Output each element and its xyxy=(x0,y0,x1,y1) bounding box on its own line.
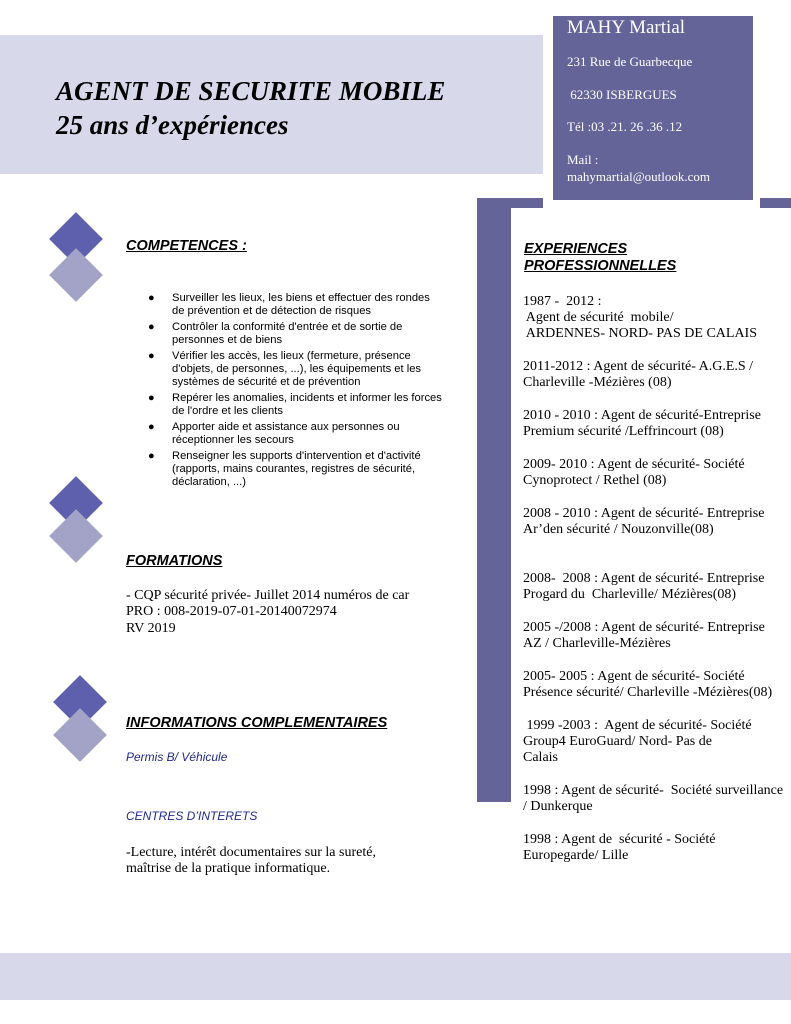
experience-entry xyxy=(523,408,761,440)
competence-line: de l'ordre et les clients xyxy=(172,405,283,417)
competence-line: Contrôler la conformité d'entrée et de sortie de xyxy=(172,321,403,333)
experience-line: ARDENNES- NORD- PAS DE CALAIS xyxy=(523,326,758,341)
bullet-icon: ● xyxy=(148,321,155,333)
competence-line: d'objets, de personnes, ...), les équipements et les xyxy=(172,363,422,375)
experience-line: Group4 EuroGuard/ Nord- Pas de xyxy=(523,734,712,749)
competence-item xyxy=(148,392,463,418)
experiences-title: EXPERIENCES xyxy=(524,241,628,257)
experience-line: Ar’den sécurité / Nouzonville(08) xyxy=(523,522,714,537)
contact-phone: Tél :03 .21. 26 .36 .12 xyxy=(567,119,683,134)
experience-line: 2008 - 2010 : Agent de sécurité- Entreprise xyxy=(523,506,765,521)
experience-entry xyxy=(523,457,745,489)
experience-line: 1999 -2003 : Agent de sécurité- Société xyxy=(523,718,752,733)
bullet-icon: ● xyxy=(148,292,155,304)
formation-line: PRO : 008-2019-07-01-20140072974 xyxy=(126,604,337,619)
footer-band xyxy=(0,953,791,1000)
infos-title: INFORMATIONS COMPLEMENTAIRES xyxy=(126,715,388,731)
contact-city: 62330 ISBERGUES xyxy=(567,87,677,102)
experience-line: 2005- 2005 : Agent de sécurité- Société xyxy=(523,669,745,684)
competence-item xyxy=(148,292,463,318)
experiences-title-2: PROFESSIONNELLES xyxy=(524,258,677,274)
competence-line: Renseigner les supports d'intervention et d'activité xyxy=(172,450,421,462)
competences-title: COMPETENCES : xyxy=(126,238,247,254)
experience-line: / Dunkerque xyxy=(523,799,593,814)
experience-line: 2011-2012 : Agent de sécurité- A.G.E.S / xyxy=(523,359,754,374)
competence-item xyxy=(148,450,463,489)
competence-line: personnes et de biens xyxy=(172,334,283,346)
bullet-icon: ● xyxy=(148,350,155,362)
experience-line: 2005 -/2008 : Agent de sécurité- Entreprise xyxy=(523,620,765,635)
contact-mail-label: Mail : xyxy=(567,152,599,167)
competence-line: systèmes de sécurité et de prévention xyxy=(172,376,361,388)
experience-years: 25 ans d’expériences xyxy=(56,110,289,140)
experience-line: Premium sécurité /Leffrincourt (08) xyxy=(523,424,724,439)
experience-line: Progard du Charleville/ Mézières(08) xyxy=(523,587,737,602)
competence-line: Apporter aide et assistance aux personnes ou xyxy=(172,421,400,433)
competence-line: Vérifier les accès, les lieux (fermeture, présence xyxy=(172,350,411,362)
experience-line: 1998 : Agent de sécurité - Société xyxy=(523,832,716,847)
competence-item xyxy=(148,350,463,389)
experience-entry xyxy=(523,620,765,652)
formation-line: - CQP sécurité privée- Juillet 2014 numéros de car xyxy=(126,588,410,603)
competence-line: Surveiller les lieux, les biens et effectuer des rondes xyxy=(172,292,430,304)
experience-line: 1987 - 2012 : xyxy=(523,294,602,309)
experience-line: Cynoprotect / Rethel (08) xyxy=(523,473,667,488)
experience-entry xyxy=(523,718,752,766)
experience-entry xyxy=(523,294,757,342)
experience-line: AZ / Charleville-Mézières xyxy=(523,636,671,651)
permis-text: Permis B/ Véhicule xyxy=(126,750,228,764)
bullet-icon: ● xyxy=(148,421,155,433)
experience-line: Europegarde/ Lille xyxy=(523,848,629,863)
competence-line: (rapports, mains courantes, registres de sécurité, xyxy=(172,463,416,475)
interets-line: -Lecture, intérêt documentaires sur la sureté, xyxy=(126,845,376,860)
diamond-light-icon xyxy=(53,708,107,762)
bullet-icon: ● xyxy=(148,450,155,462)
competence-line: Repérer les anomalies, incidents et informer les forces xyxy=(172,392,442,404)
contact-address: 231 Rue de Guarbecque xyxy=(567,54,693,69)
experience-line: Présence sécurité/ Charleville -Mézières(08) xyxy=(523,685,773,700)
experience-line: Agent de sécurité mobile/ xyxy=(523,310,674,325)
experience-entry xyxy=(523,783,783,815)
bullet-icon: ● xyxy=(148,392,155,404)
experience-entry xyxy=(523,506,764,538)
diamond-light-icon xyxy=(49,509,103,563)
contact-email[interactable]: mahymartial@outlook.com xyxy=(567,169,711,184)
formations-title: FORMATIONS xyxy=(126,553,223,569)
experience-entry xyxy=(523,359,753,391)
interets-title: CENTRES D’INTERETS xyxy=(126,809,258,823)
experience-line: 2008- 2008 : Agent de sécurité- Entreprise xyxy=(523,571,765,586)
experience-entry xyxy=(523,832,715,864)
job-title: AGENT DE SECURITE MOBILE xyxy=(56,76,446,106)
experience-line: 2010 - 2010 : Agent de sécurité-Entreprise xyxy=(523,408,761,423)
experience-entry xyxy=(523,571,764,603)
competence-item xyxy=(148,321,463,347)
experience-line: 2009- 2010 : Agent de sécurité- Société xyxy=(523,457,745,472)
diamond-light-icon xyxy=(49,248,103,302)
competences-list xyxy=(148,292,463,492)
competence-line: de prévention et de détection de risques xyxy=(172,305,372,317)
competence-line: déclaration, ...) xyxy=(172,476,246,488)
competence-line: réceptionner les secours xyxy=(172,434,294,446)
experience-line: Charleville -Mézières (08) xyxy=(523,375,672,390)
competence-item xyxy=(148,421,463,447)
interets-line: maîtrise de la pratique informatique. xyxy=(126,861,331,876)
formation-line: RV 2019 xyxy=(126,621,176,636)
experience-entry xyxy=(523,669,772,701)
experience-line: 1998 : Agent de sécurité- Société surveillance xyxy=(523,783,784,798)
contact-name: MAHY Martial xyxy=(567,17,686,38)
experience-line: Calais xyxy=(523,750,558,765)
